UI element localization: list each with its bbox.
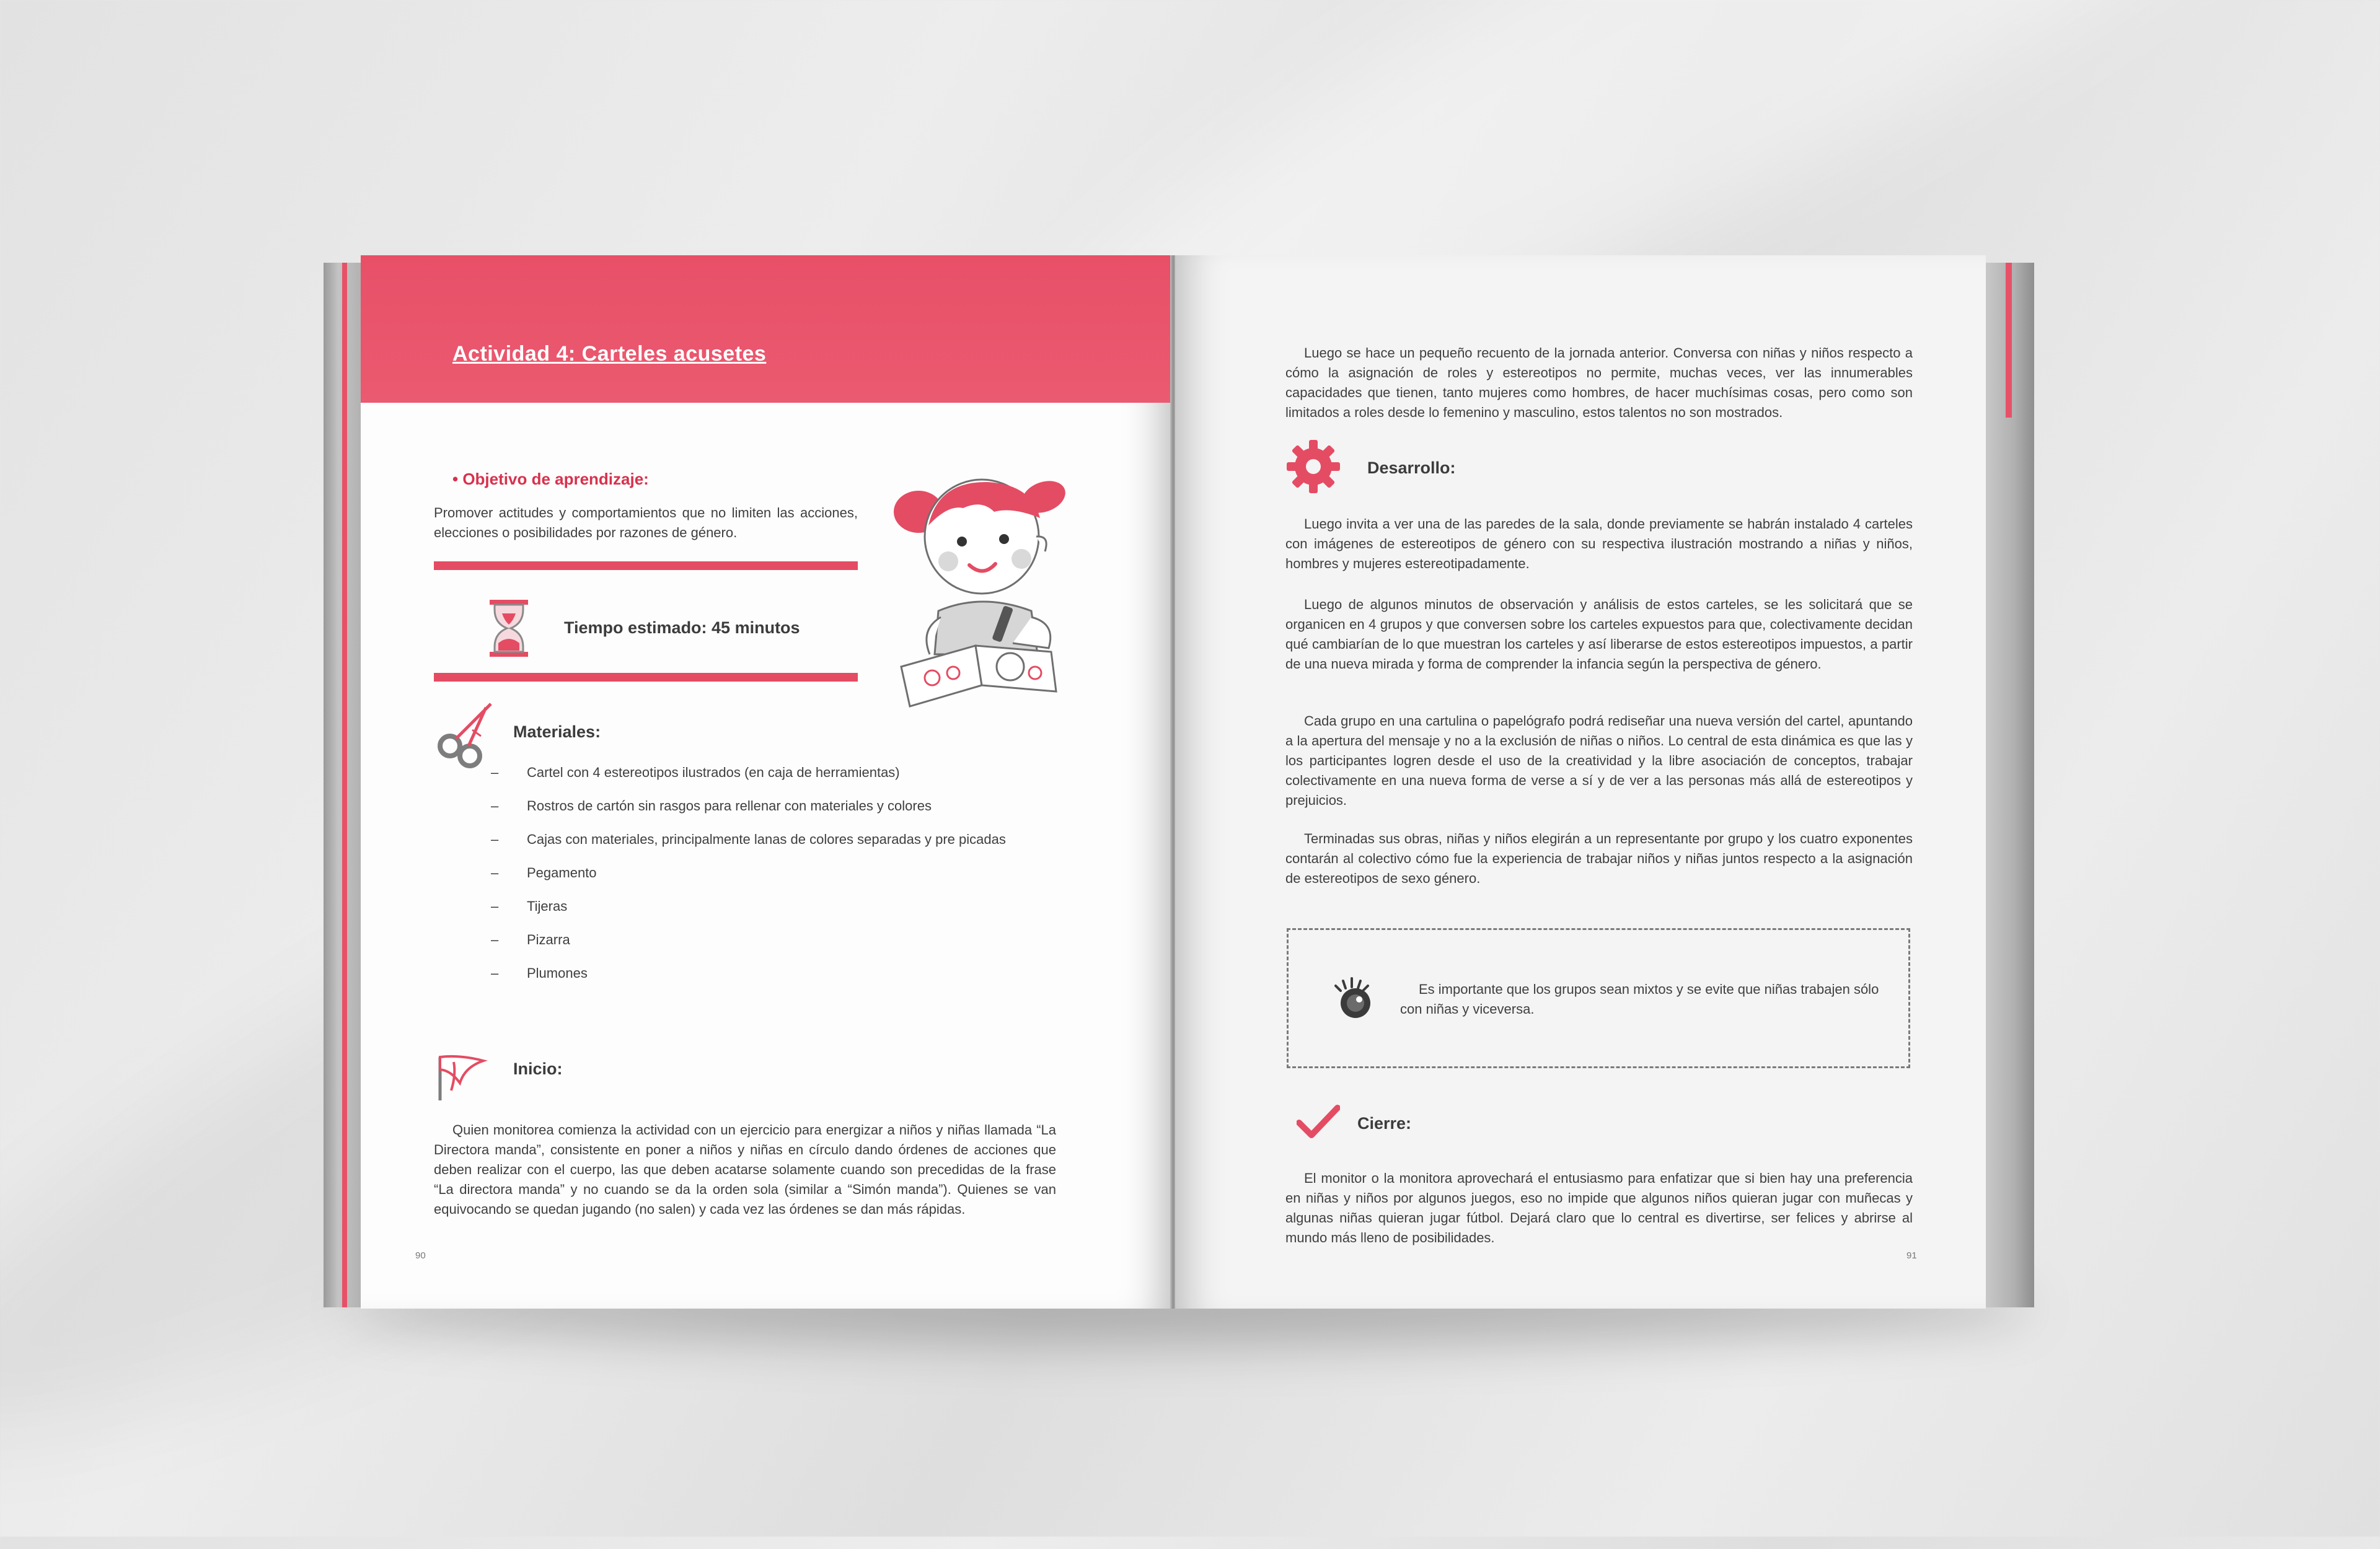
hourglass-icon (488, 599, 529, 660)
flag-icon (435, 1053, 491, 1105)
list-item: – Cajas con materiales, principalmente lanas de colores separadas y pre picadas (491, 832, 1006, 865)
gear-icon (1285, 439, 1341, 497)
objective-label: • Objetivo de aprendizaje: (452, 470, 649, 488)
objective-text: Promover actitudes y comportamientos que no limiten las acciones, elecciones o posibilidades por razones de género. (434, 505, 858, 540)
header-band (361, 255, 1173, 403)
page-stack-right-edge (2006, 263, 2012, 418)
note-box (1287, 928, 1910, 1068)
materials-list (491, 765, 1006, 999)
desarrollo-paragraph: Cada grupo en una cartulina o papelógrafo podrá rediseñar una nueva versión del cartel, apuntando a la apertura del mensaje y no a la exclusión de niñas o niños. Lo central de esta dinámica es que las y los participantes logren desde el uso de la creatividad y la libre asociación de conceptos, trabajar colectivamente en una nueva forma de verse a sí y de ver a las personas más allá de estereotipos y prejuicios. (1285, 713, 1913, 808)
inicio-text: Quien monitorea comienza la actividad con un ejercicio para energizar a niños y niñas llamada “La Directora manda”, consistente en poner a niños y niñas en círculo dando órdenes de acciones que deben realizar con el cuerpo, las que deben acatarse solamente cuando son precedidas de la frase “La directora manda” y no cuando se da la orden sola (similar a “Simón manda”). Quienes se van equivocando se quedan jugando (no salen) y cada vez las órdenes se dan más rápidas. (434, 1122, 1056, 1217)
page-stack-left-edge (342, 263, 347, 1307)
eye-icon (1332, 977, 1382, 1023)
materials-label: Materiales: (513, 722, 601, 741)
inicio-label: Inicio: (513, 1060, 563, 1078)
list-item: – Rostros de cartón sin rasgos para rellenar con materiales y colores (491, 798, 1006, 832)
page-stack-right (1985, 263, 2034, 1307)
divider-bottom (434, 673, 858, 682)
cierre-text: El monitor o la monitora aprovechará el entusiasmo para enfatizar que si bien hay una preferencia en niñas y niños por algunos juegos, eso no impide que algunos niños quieran jugar con muñecas y algunas niñas quieran jugar fútbol. Dejará claro que lo central es divertirse, ser felices y abrirse al mundo más lleno de posibilidades. (1285, 1170, 1913, 1245)
page-number-left: 90 (415, 1250, 426, 1261)
intro-text: Luego se hace un pequeño recuento de la jornada anterior. Conversa con niñas y niños respecto a cómo la asignación de roles y estereotipos no permite, muchas veces, ver las innumerables capacidades que tienen, tanto mujeres como hombres, de hacer muchísimas cosas, pero como son limitados a roles desde lo femenino y masculino, estos talentos no son mostrados. (1285, 345, 1913, 420)
desarrollo-paragraph: Luego de algunos minutos de observación y análisis de estos carteles, se les solicitará que se organicen en 4 grupos y que conversen sobre los carteles expuestos para que, colectivamente decidan qué cambiarían de lo que muestran los carteles y así liberarse de estos estereotipos impuestos, a partir de una nueva mirada y forma de comprender la infancia según la perspectiva de género. (1285, 597, 1913, 672)
page-number-right: 91 (1906, 1250, 1917, 1261)
list-item: – Tijeras (491, 898, 1006, 932)
divider-top (434, 561, 858, 570)
left-page (361, 255, 1173, 1309)
desarrollo-paragraph: Terminadas sus obras, niñas y niños elegirán a un representante por grupo y los cuatro exponentes contarán al colectivo cómo fue la experiencia de trabajar niños y niñas juntos respecto a la asignación de estereotipos de sexo género. (1285, 831, 1913, 886)
desarrollo-label: Desarrollo: (1367, 459, 1456, 477)
time-estimate: Tiempo estimado: 45 minutos (564, 618, 800, 637)
girl-illustration (889, 468, 1075, 719)
cierre-label: Cierre: (1357, 1114, 1412, 1133)
list-item: – Pizarra (491, 932, 1006, 965)
right-page (1175, 255, 1986, 1309)
scissors-icon (435, 701, 497, 772)
note-text: Es importante que los grupos sean mixtos y se evite que niñas trabajen sólo con niñas y viceversa. (1400, 981, 1879, 1017)
desarrollo-paragraph: Luego invita a ver una de las paredes de la sala, donde previamente se habrán instalado 4 carteles con imágenes de estereotipos de género con su respectiva ilustración mostrando a niñas y niños, hombres y mujeres estereotipadamente. (1285, 516, 1913, 571)
list-item: – Cartel con 4 estereotipos ilustrados (en caja de herramientas) (491, 765, 1006, 798)
list-item: – Pegamento (491, 865, 1006, 898)
checkmark-icon (1297, 1104, 1340, 1144)
list-item: – Plumones (491, 965, 1006, 999)
activity-title: Actividad 4: Carteles acusetes (452, 342, 767, 366)
